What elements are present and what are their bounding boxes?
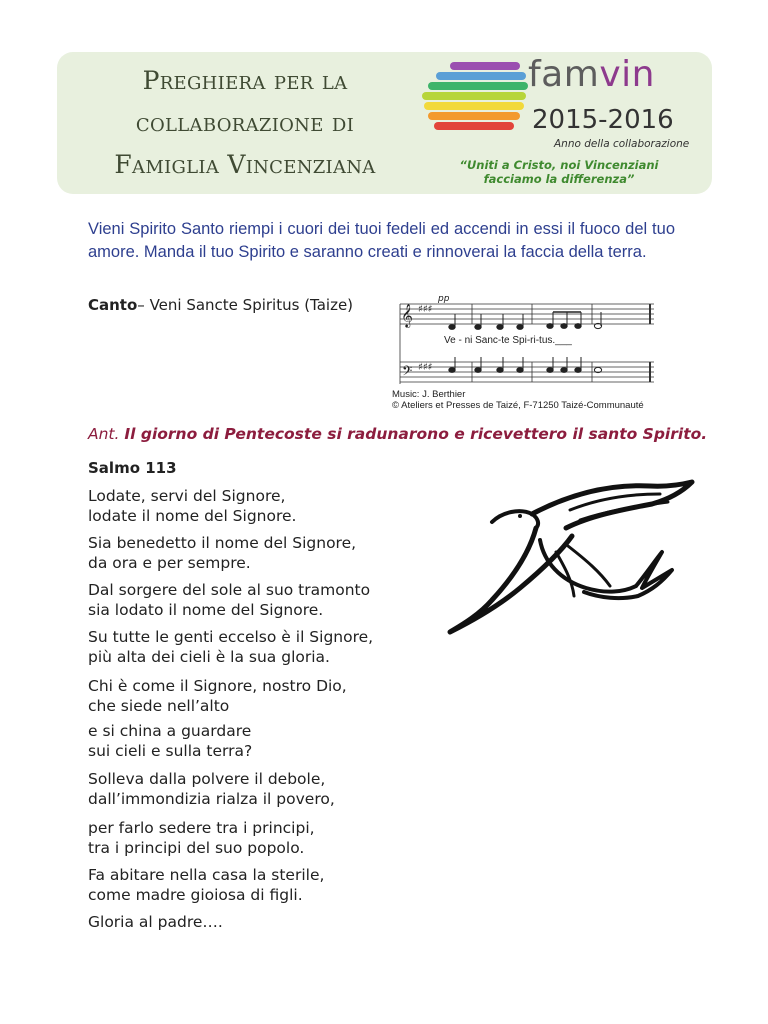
psalm-line: lodate il nome del Signore.	[88, 507, 297, 525]
dove-icon	[440, 470, 705, 640]
psalm-line: dall’immondizia rialza il povero,	[88, 790, 335, 808]
bass-staff	[400, 362, 654, 382]
motto-line: facciamo la differenza”	[483, 172, 635, 186]
psalm-line: più alta dei cieli è la sua gloria.	[88, 648, 330, 666]
brush-stroke	[428, 82, 528, 90]
psalm-title: Salmo 113	[88, 459, 177, 477]
psalm-line: come madre gioiosa di figli.	[88, 886, 303, 904]
psalm-line: sui cieli e sulla terra?	[88, 742, 253, 760]
score-credit	[392, 389, 644, 411]
brush-stroke	[428, 112, 520, 120]
logo-wordmark	[528, 54, 655, 95]
canto-title: – Veni Sancte Spiritus (Taize)	[137, 296, 354, 314]
psalm-line: Lodate, servi del Signore,	[88, 487, 286, 505]
psalm-stanza	[88, 721, 252, 761]
key-signature: ♯♯♯	[418, 362, 433, 373]
score-credit-copyright: © Ateliers et Presses de Taizé, F-71250 Taizé-Communauté	[392, 400, 644, 411]
psalm-line: Fa abitare nella casa la sterile,	[88, 866, 325, 884]
psalm-line: sia lodato il nome del Signore.	[88, 601, 324, 619]
psalm-line: Gloria al padre….	[88, 913, 223, 931]
brush-stroke	[424, 102, 524, 110]
dove-wing-feathers	[570, 494, 668, 520]
logo-word-vin: vin	[599, 54, 655, 95]
dove-belly	[540, 540, 636, 592]
intro-prayer: Vieni Spirito Santo riempi i cuori dei tuoi fedeli ed accendi in essi il fuoco del tuo amore. Manda il tuo Spirito e saranno creati e rinnoverai la faccia della terra.	[88, 220, 675, 261]
title-line: Famiglia Vincenziana	[114, 150, 376, 179]
antifona	[88, 425, 707, 443]
antifona-text: Il giorno di Pentecoste si radunarono e ricevettero il santo Spirito.	[124, 425, 708, 443]
dove-wing-top	[532, 482, 692, 528]
psalm-stanza	[88, 533, 356, 573]
psalm-stanza	[88, 865, 324, 905]
treble-clef-icon: 𝄞	[401, 303, 413, 327]
dynamic-mark: pp	[438, 294, 450, 304]
logo-word-fam: fam	[528, 54, 600, 95]
brush-stroke	[434, 122, 514, 130]
psalm-line: Su tutte le genti eccelso è il Signore,	[88, 628, 374, 646]
psalm-stanza	[88, 580, 370, 620]
psalm-line: da ora e per sempre.	[88, 554, 251, 572]
title-line: collaborazione di	[135, 108, 355, 137]
psalm-line: Chi è come il Signore, nostro Dio,	[88, 677, 347, 695]
dove-body	[450, 528, 572, 632]
psalm-line: Solleva dalla polvere il debole,	[88, 770, 326, 788]
psalm-line: Dal sorgere del sole al suo tramonto	[88, 581, 371, 599]
psalm-stanza	[88, 769, 335, 809]
score-credit-music: Music: J. Berthier	[392, 389, 466, 400]
psalm-stanza	[88, 486, 296, 526]
dove-eye	[518, 514, 522, 518]
psalm-line: per farlo sedere tra i principi,	[88, 819, 315, 837]
psalm-stanza	[88, 627, 373, 667]
psalm-stanza	[88, 818, 315, 858]
psalm-line: tra i principi del suo popolo.	[88, 839, 305, 857]
bass-clef-icon: 𝄢	[402, 363, 413, 382]
logo-subtitle: Anno della collaborazione	[554, 138, 690, 150]
psalm-stanza	[88, 912, 223, 932]
logo-motto	[444, 158, 674, 186]
key-signature: ♯♯♯	[418, 304, 433, 315]
brush-stroke	[422, 92, 526, 100]
logo-years: 2015-2016	[532, 105, 674, 135]
psalm-line: che siede nell’alto	[88, 697, 230, 715]
canto-label: Canto	[88, 296, 138, 314]
famvin-logo	[420, 54, 710, 188]
psalm-line: e si china a guardare	[88, 722, 252, 740]
score-lyrics: Ve - ni Sanc-te Spi-ri-tus.___	[444, 335, 572, 346]
brush-stroke	[436, 72, 526, 80]
brush-stroke	[450, 62, 520, 70]
page-title	[80, 60, 410, 186]
motto-line: “Uniti a Cristo, noi Vincenziani	[459, 158, 659, 172]
psalm-line: Sia benedetto il nome del Signore,	[88, 534, 357, 552]
psalm-stanza	[88, 676, 347, 716]
canto-line	[88, 296, 353, 314]
rainbow-brush-icon	[420, 60, 530, 140]
title-line: Preghiera per la	[142, 66, 348, 95]
antifona-label: Ant.	[88, 425, 120, 443]
